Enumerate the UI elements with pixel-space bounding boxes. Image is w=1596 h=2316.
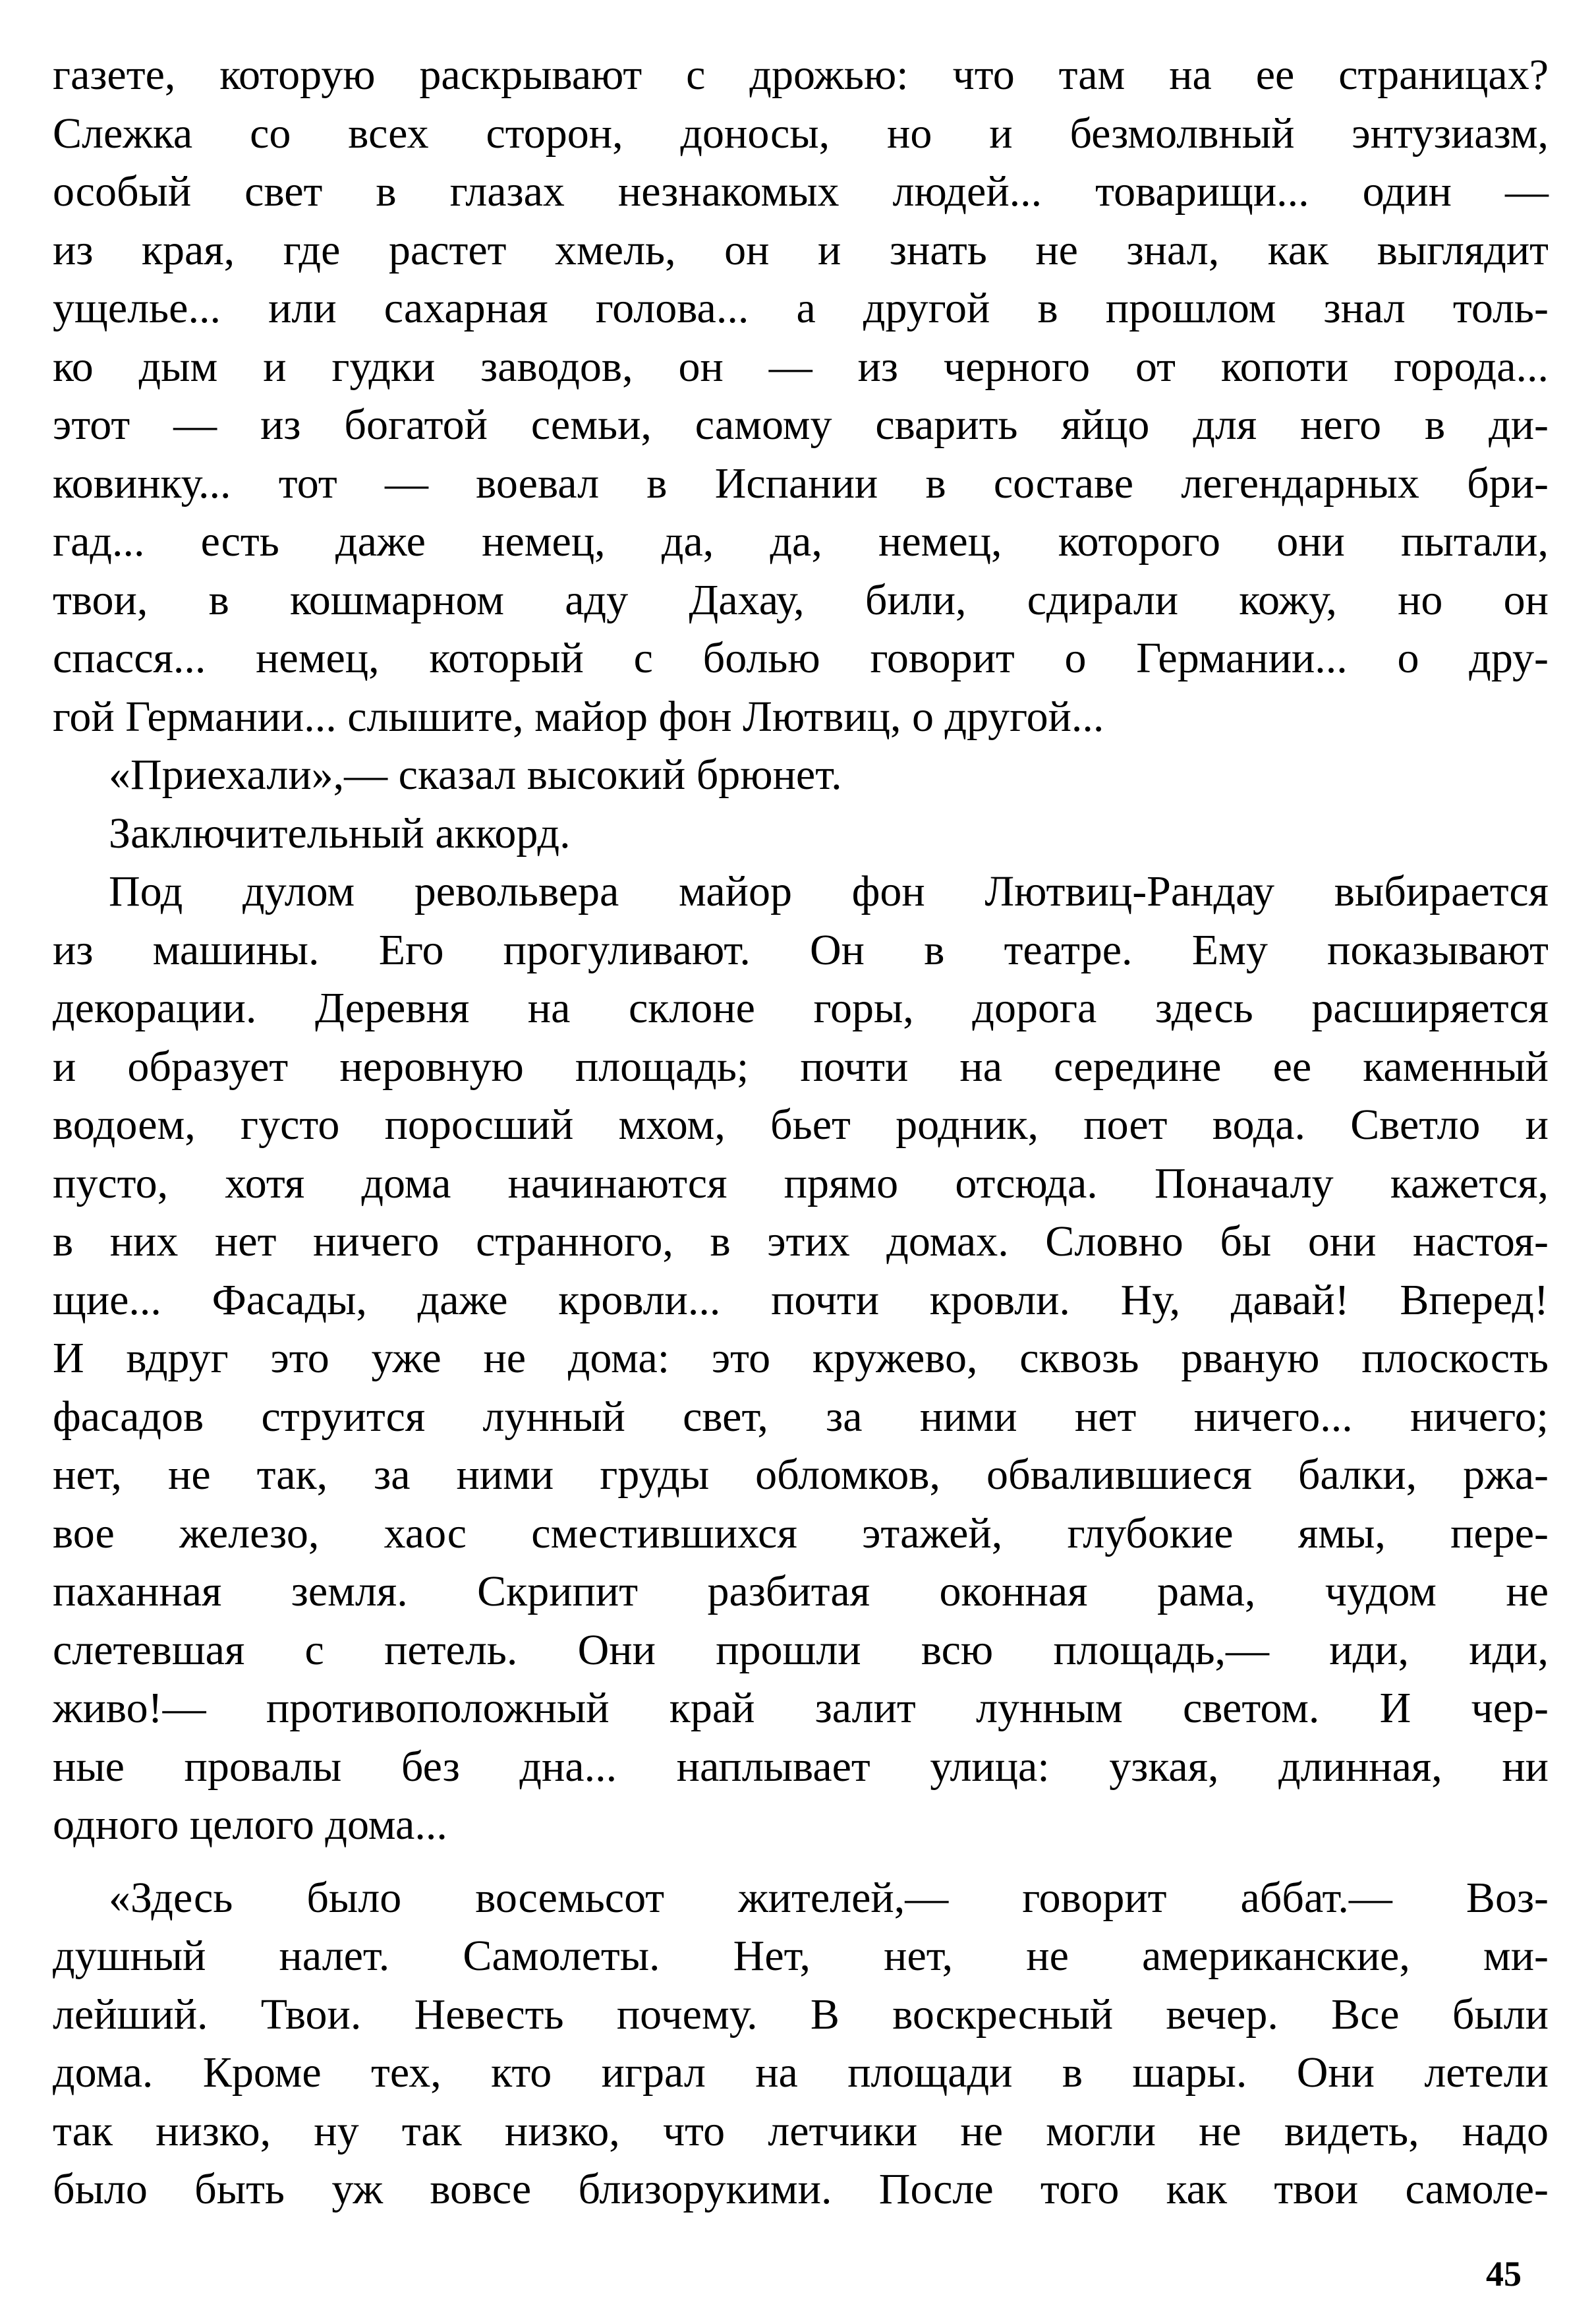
text-line: пусто, хотя дома начинаются прямо отсюда. Поначалу кажется, <box>53 1159 1549 1207</box>
text-line: гад... есть даже немец, да, да, немец, которого они пытали, <box>53 517 1549 565</box>
text-line: твои, в кошмарном аду Дахау, били, сдирали кожу, но он <box>53 575 1549 624</box>
text-line: «Приехали»,— сказал высокий брюнет. <box>109 751 842 799</box>
text-line: фасадов струится лунный свет, за ними нет ничего... ничего; <box>53 1392 1549 1441</box>
text-line: спасся... немец, который с болью говорит о Германии... о дру- <box>53 634 1549 682</box>
text-line: душный налет. Самолеты. Нет, нет, не американские, ми- <box>53 1932 1549 1980</box>
text-line: И вдруг это уже не дома: это кружево, сквозь рваную плоскость <box>53 1334 1549 1382</box>
text-line: декорации. Деревня на склоне горы, дорога здесь расширяется <box>53 984 1549 1032</box>
text-line: «Здесь было восемьсот жителей,— говорит аббат.— Воз- <box>109 1873 1549 1922</box>
text-line: лейший. Твои. Невесть почему. В воскресный вечер. Все были <box>53 1990 1549 2039</box>
text-line: было быть уж вовсе близорукими. После того как твои самоле- <box>53 2165 1549 2213</box>
text-line: слетевшая с петель. Они прошли всю площадь,— иди, иди, <box>53 1625 1549 1674</box>
text-line: водоем, густо поросший мхом, бьет родник, поет вода. Светло и <box>53 1101 1549 1149</box>
text-line: газете, которую раскрывают с дрожью: что там на ее страницах? <box>53 51 1549 99</box>
text-line: из машины. Его прогуливают. Он в театре. Ему показывают <box>53 925 1549 974</box>
text-line: дома. Кроме тех, кто играл на площади в шары. Они летели <box>53 2048 1549 2097</box>
text-line: гой Германии... слышите, майор фон Лютвиц, о другой... <box>53 692 1104 741</box>
text-line: в них нет ничего странного, в этих домах. Словно бы они настоя- <box>53 1217 1549 1265</box>
page-number: 45 <box>1486 2254 1522 2294</box>
text-line: Слежка со всех сторон, доносы, но и безмолвный энтузиазм, <box>53 109 1549 158</box>
page-text <box>53 46 1549 2219</box>
text-line: нет, не так, за ними груды обломков, обвалившиеся балки, ржа- <box>53 1451 1549 1499</box>
text-line: одного целого дома... <box>53 1801 447 1849</box>
text-line: так низко, ну так низко, что летчики не могли не видеть, надо <box>53 2106 1549 2155</box>
text-line: ные провалы без дна... наплывает улица: узкая, длинная, ни <box>53 1742 1549 1791</box>
text-line: Под дулом револьвера майор фон Лютвиц-Рандау выбирается <box>109 867 1549 915</box>
text-line: особый свет в глазах незнакомых людей... товарищи... один — <box>53 167 1549 216</box>
text-line: ко дым и гудки заводов, он — из черного от копоти города... <box>53 342 1549 391</box>
text-line: из края, где растет хмель, он и знать не знал, как выглядит <box>53 225 1549 274</box>
text-line: ковинку... тот — воевал в Испании в составе легендарных бри- <box>53 459 1549 507</box>
text-line: паханная земля. Скрипит разбитая оконная рама, чудом не <box>53 1567 1549 1615</box>
text-line: щие... Фасады, даже кровли... почти кровли. Ну, давай! Вперед! <box>53 1275 1549 1324</box>
text-line: и образует неровную площадь; почти на середине ее каменный <box>53 1042 1549 1091</box>
text-line: Заключительный аккорд. <box>109 809 571 857</box>
text-line: этот — из богатой семьи, самому сварить яйцо для него в ди- <box>53 401 1549 449</box>
text-line: вое железо, хаос сместившихся этажей, глубокие ямы, пере- <box>53 1509 1549 1557</box>
text-line: ущелье... или сахарная голова... а другой в прошлом знал толь- <box>53 284 1549 332</box>
text-line: живо!— противоположный край залит лунным светом. И чер- <box>53 1684 1549 1732</box>
